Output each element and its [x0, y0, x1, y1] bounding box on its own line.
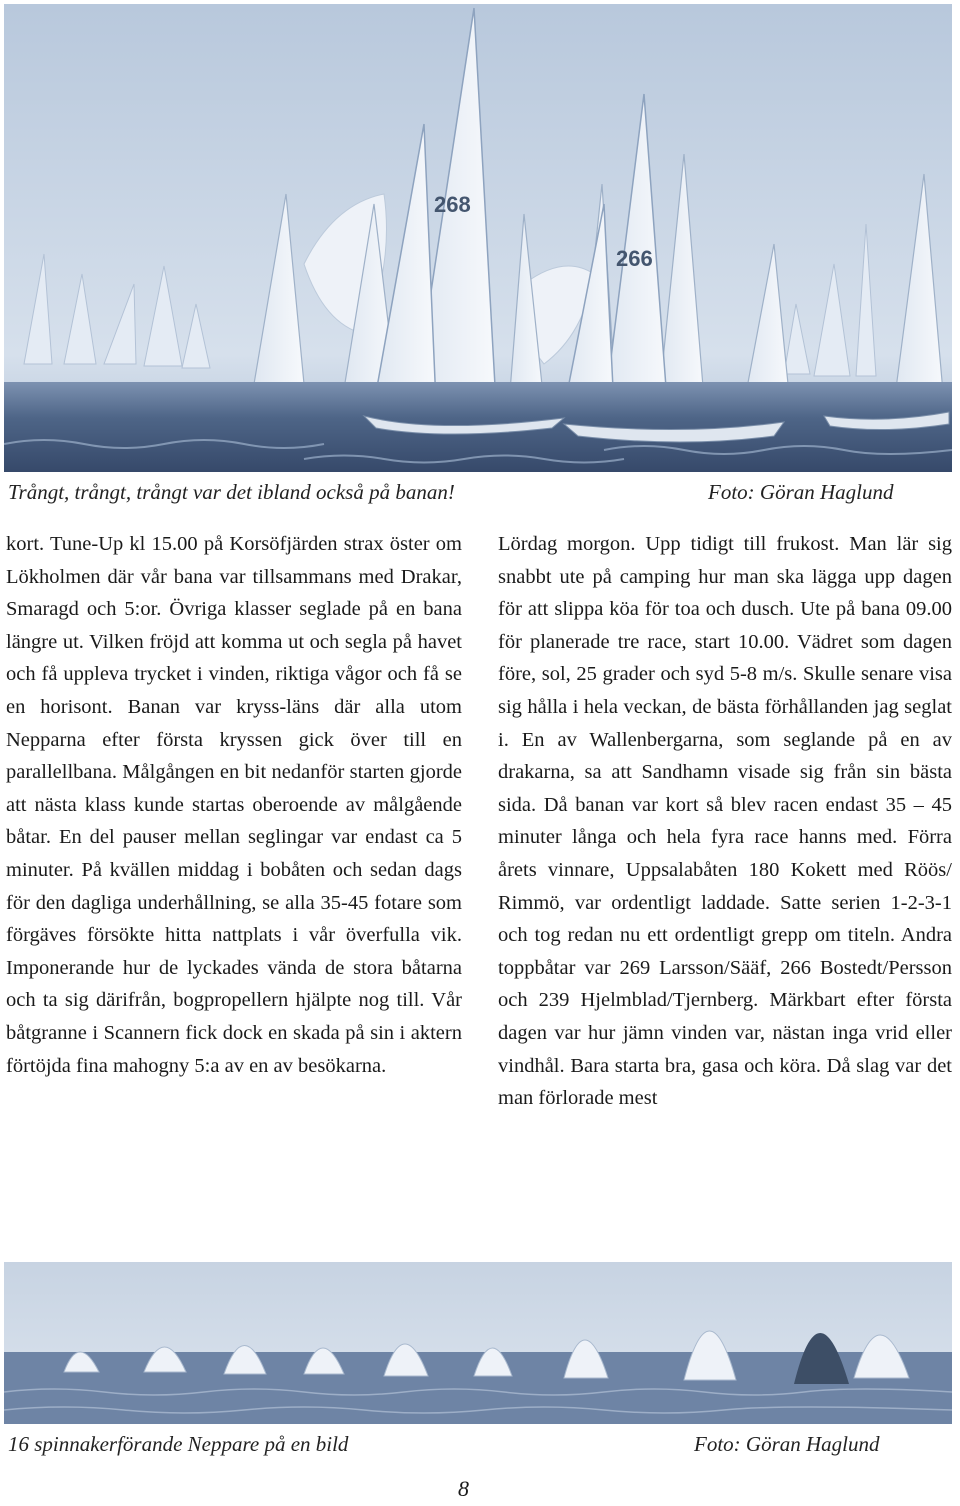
article-paragraph-left: kort. Tune-Up kl 15.00 på Korsöfjärden strax öster om Lökholmen där vår bana var tillsammans med Drakar, Smaragd och 5:or. Övriga klasser seglade på en bana längre ut. Vilken fröjd att komma ut och segla på havet och få uppleva trycket i vinden, riktiga vågor och få se en horisont. Banan var kryss-läns där alla utom Nepparna efter första kryssen gick över till en parallellbana. Målgången en bit nedanför starten gjorde att nästa klass kunde startas oberoende av målgående båtar. En del pauser mellan seglingar var endast ca 5 minuter. På kvällen middag i bobåten och sedan dags för den dagliga underhållning, se alla 35-45 fotare som förgäves försökte hitta nattplats i vår överfulla vik. Imponerande hur de lyckades vända de stora båtarna och ta sig därifrån, bogpropellern hjälpte nog till. Vår båtgranne i Scannern fick dock en skada på sin i aktern förtöjda fina mahogny 5:a av en av besökarna.	[6, 533, 462, 1077]
article-paragraph-right: Lördag morgon. Upp tidigt till frukost. Man lär sig snabbt ute på camping hur man ska lägga upp dagen för att slippa köa för toa och dusch. Ute på bana 09.00 för planerade tre race, start 10.00. Vädret som dagen före, sol, 25 grader och syd 5-8 m/s. Skulle senare visa sig hålla i hela veckan, de bästa förhållanden jag seglat i. En av Wallenbergarna, som seglande på en av drakarna, sa att Sandhamn visade sig från sin bästa sida. Då banan var kort så blev racen endast 35 – 45 minuter långa och hela fyra race hanns med. Förra årets vinnare, Uppsalabåten 180 Kokett med Röös/ Rimmö, var ordentligt laddade. Satte serien 1-2-3-1 och tog redan nu ett ordentligt grepp om titeln. Andra toppbåtar var 269 Larsson/Sääf, 266 Bostedt/Persson och 239 Hjelmblad/Tjernberg. Märkbart efter första dagen var hur jämn vinden var, nästan inga vrid eller vindhål. Bara starta bra, gasa och köra. Då slag var det man förlorade mest	[498, 533, 952, 1110]
photo-caption-bottom: 16 spinnakerförande Neppare på en bild	[8, 1432, 349, 1456]
article-column-left	[6, 528, 462, 1082]
spinnakers-illustration	[4, 1262, 952, 1424]
photo-credit-top: Foto: Göran Haglund	[708, 480, 894, 504]
sail-number-266: 266	[616, 246, 653, 271]
page-number: 8	[458, 1476, 469, 1501]
spinnaker-photo-bottom	[4, 1262, 952, 1424]
photo-credit-bottom: Foto: Göran Haglund	[694, 1432, 880, 1456]
sail-number-268: 268	[434, 192, 471, 217]
regatta-photo-top	[4, 4, 952, 472]
article-column-right	[498, 528, 952, 1115]
photo-caption-top: Trångt, trångt, trångt var det ibland också på banan!	[8, 480, 455, 504]
sailboats-illustration	[4, 4, 952, 472]
